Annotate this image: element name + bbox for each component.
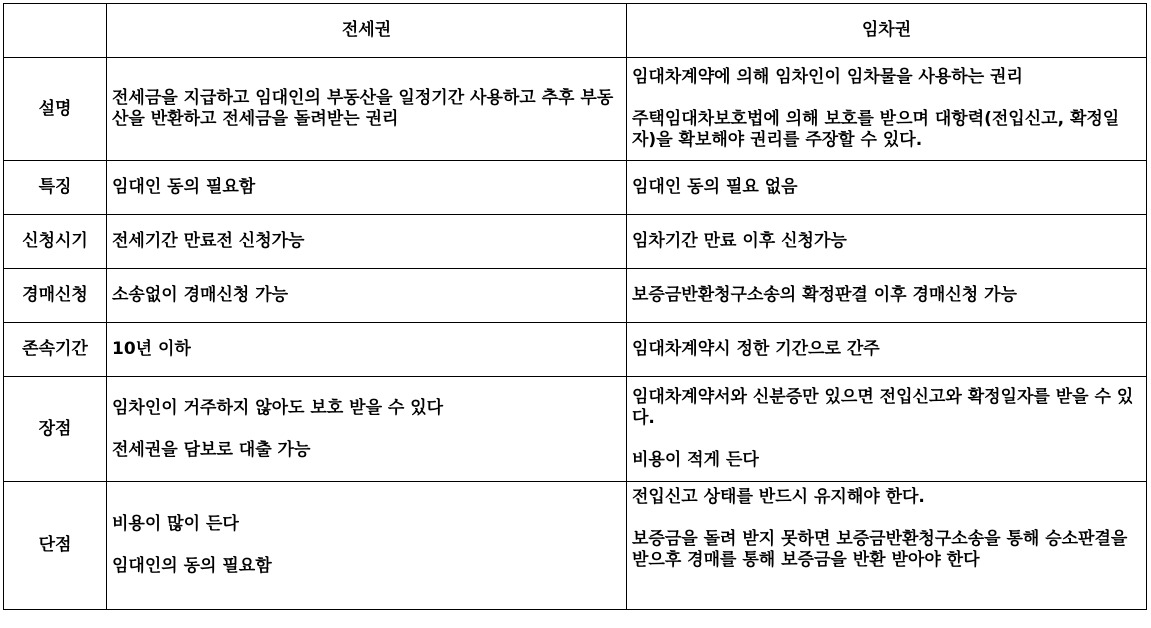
table-row [4, 323, 1147, 377]
cell-text: 임대차계약에 의해 임차인이 임차물을 사용하는 권리 [632, 67, 1023, 87]
imcha-cell [627, 161, 1147, 215]
row-label: 신청시기 [4, 215, 107, 269]
cell-text: 임대인 동의 필요 없음 [632, 177, 798, 197]
row-label: 경매신청 [4, 269, 107, 323]
table-row [4, 58, 1147, 161]
imcha-cell [627, 482, 1147, 610]
jeonse-cell [107, 323, 627, 377]
jeonse-cell [107, 482, 627, 610]
jeonse-cell [107, 215, 627, 269]
cell-text: 임대차계약시 정한 기간으로 간주 [632, 339, 880, 359]
row-label: 장점 [4, 377, 107, 482]
imcha-cell [627, 58, 1147, 161]
cell-text: 보증금반환청구소송의 확정판결 이후 경매신청 가능 [632, 285, 1017, 305]
cell-text: 임차인이 거주하지 않아도 보호 받을 수 있다 [112, 397, 444, 418]
table-row [4, 161, 1147, 215]
cell-text: 임대인 동의 필요함 [112, 177, 256, 197]
header-jeonse: 전세권 [107, 4, 627, 58]
comparison-table [3, 3, 1147, 610]
cell-text: 보증금을 돌려 받지 못하면 보증금반환청구소송을 통해 승소판결을 받으후 경매를 통해 보증금을 반환 받아야 한다 [632, 529, 1128, 570]
row-label: 존속기간 [4, 323, 107, 377]
row-label: 특징 [4, 161, 107, 215]
cell-text: 전세기간 만료전 신청가능 [112, 231, 305, 251]
header-imcha: 임차권 [627, 4, 1147, 58]
cell-text: 비용이 많이 든다 [112, 514, 239, 534]
cell-text: 주택임대차보호법에 의해 보호를 받으며 대항력(전입신고, 확정일자)을 확보해야 권리를 주장할 수 있다. [632, 109, 1120, 150]
cell-text: 임대차계약서와 신분증만 있으면 전입신고와 확정일자를 받을 수 있다. [632, 387, 1134, 428]
jeonse-cell [107, 58, 627, 161]
cell-text: 전입신고 상태를 반드시 유지해야 한다. [632, 487, 925, 507]
table-header-row [4, 4, 1147, 58]
cell-text: 소송없이 경매신청 가능 [112, 285, 289, 305]
cell-text: 임차기간 만료 이후 신청가능 [632, 231, 847, 251]
jeonse-cell [107, 377, 627, 482]
table-row [4, 377, 1147, 482]
cell-text: 임대인의 동의 필요함 [112, 556, 272, 576]
row-label: 단점 [4, 482, 107, 610]
imcha-cell [627, 215, 1147, 269]
row-label: 설명 [4, 58, 107, 161]
imcha-cell [627, 377, 1147, 482]
cell-text: 전세금을 지급하고 임대인의 부동산을 일정기간 사용하고 추후 부동산을 반환하고 전세금을 돌려받는 권리 [112, 88, 614, 129]
imcha-cell [627, 269, 1147, 323]
table-row [4, 215, 1147, 269]
table-row [4, 269, 1147, 323]
cell-text: 비용이 적게 든다 [632, 450, 759, 470]
header-corner-cell [4, 4, 107, 58]
cell-text: 10년 이하 [112, 339, 191, 359]
imcha-cell [627, 323, 1147, 377]
table-row [4, 482, 1147, 610]
jeonse-cell [107, 161, 627, 215]
cell-text: 전세권을 담보로 대출 가능 [112, 439, 311, 460]
jeonse-cell [107, 269, 627, 323]
